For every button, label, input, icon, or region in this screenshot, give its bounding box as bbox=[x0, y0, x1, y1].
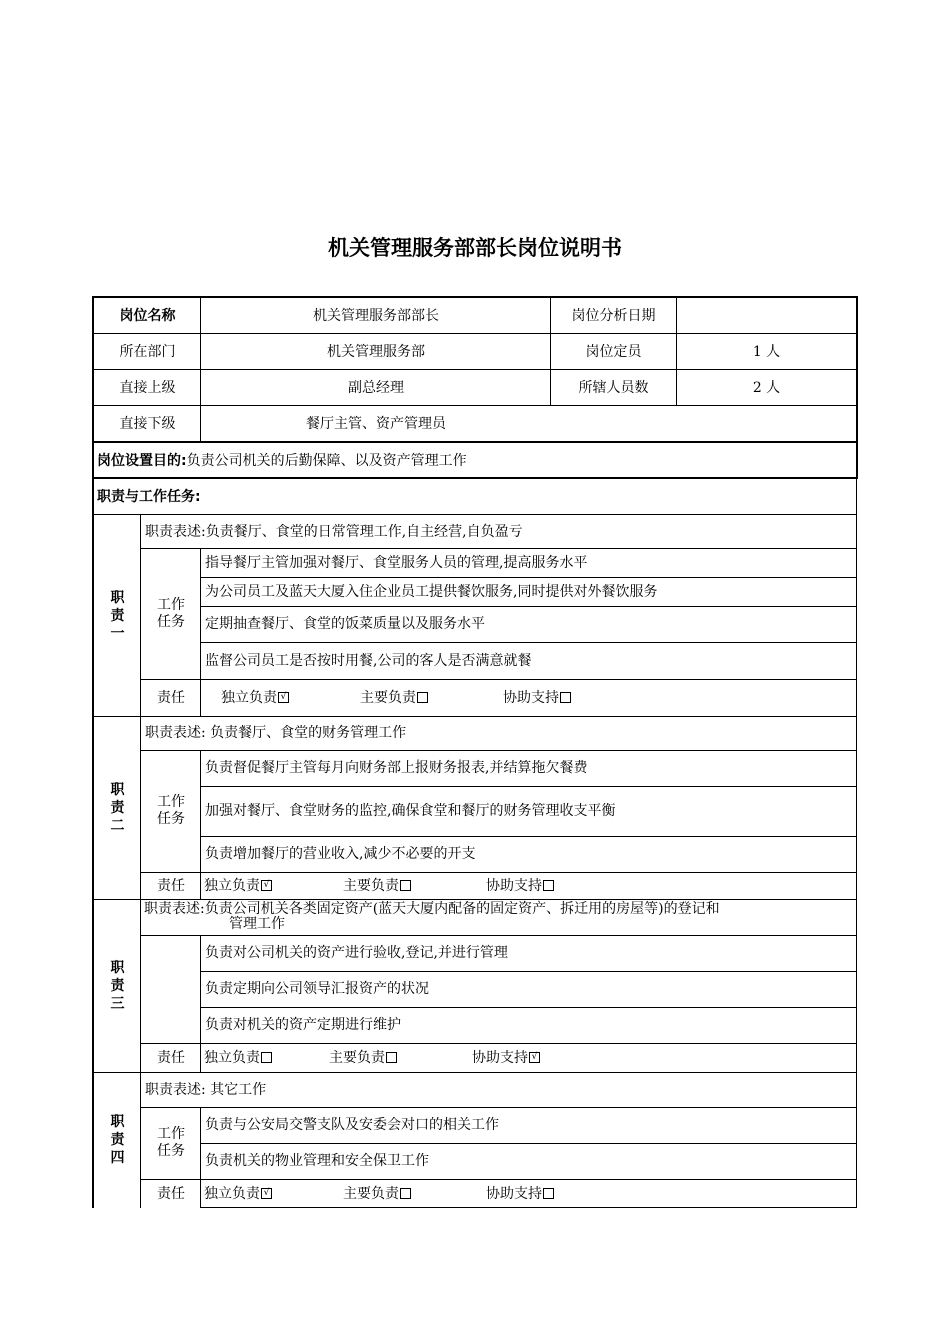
duty-1-name: 职 责 一 bbox=[110, 589, 125, 642]
purpose-text: 负责公司机关的后勤保障、以及资产管理工作 bbox=[186, 452, 467, 469]
duties-heading: 职责与工作任务: bbox=[97, 488, 201, 505]
value-subordinate-count: 2 人 bbox=[752, 380, 781, 396]
duty-4-task-1: 负责与公安局交警支队及安委会对口的相关工作 bbox=[205, 1117, 499, 1133]
checkbox-empty-icon[interactable] bbox=[261, 1052, 272, 1063]
checkbox-checked-icon[interactable]: √ bbox=[261, 880, 272, 891]
checkbox-empty-icon[interactable] bbox=[417, 692, 428, 703]
checkbox-empty-icon[interactable] bbox=[560, 692, 571, 703]
duty-3-task-1: 负责对公司机关的资产进行验收,登记,并进行管理 bbox=[205, 945, 508, 961]
label-department: 所在部门 bbox=[119, 344, 176, 360]
duty-1-resp bbox=[201, 679, 856, 716]
duty-4-task-label: 工作 任务 bbox=[157, 1126, 185, 1159]
duty-3-desc: 职责表述:负责公司机关各类固定资产(蓝天大厦内配备的固定资产、拆迁用的房屋等)的登记和 管理工作 bbox=[144, 901, 720, 932]
duty-4-resp bbox=[201, 1179, 856, 1208]
label-superior: 直接上级 bbox=[119, 380, 176, 396]
purpose-row bbox=[94, 443, 854, 478]
value-subordinates: 餐厅主管、资产管理员 bbox=[306, 416, 446, 432]
resp-option: 主要负责 bbox=[343, 1186, 411, 1202]
resp-option: 主要负责 bbox=[329, 1050, 397, 1066]
value-position-name: 机关管理服务部部长 bbox=[313, 308, 439, 324]
label-headcount: 岗位定员 bbox=[585, 344, 642, 360]
resp-option: 独立负责 √ bbox=[221, 690, 289, 706]
duty-1-resp-label: 责任 bbox=[157, 689, 185, 706]
resp-option: 主要负责 bbox=[360, 690, 428, 706]
resp-option: 协助支持 bbox=[486, 1186, 554, 1202]
resp-option: 协助支持 bbox=[486, 878, 554, 894]
duty-2-task-label: 工作 任务 bbox=[157, 794, 185, 827]
value-headcount: 1 人 bbox=[752, 344, 781, 360]
resp-option: 独立负责 √ bbox=[204, 878, 272, 894]
purpose-label: 岗位设置目的: bbox=[97, 452, 187, 469]
duty-2-resp-label: 责任 bbox=[157, 877, 185, 894]
page-title: 机关管理服务部部长岗位说明书 bbox=[328, 236, 622, 260]
duty-3-task-2: 负责定期向公司领导汇报资产的状况 bbox=[205, 981, 429, 997]
checkbox-empty-icon[interactable] bbox=[386, 1052, 397, 1063]
duty-4-desc: 职责表述: 其它工作 bbox=[145, 1081, 267, 1098]
duty-1-desc: 职责表述:负责餐厅、食堂的日常管理工作,自主经营,自负盈亏 bbox=[145, 523, 523, 540]
duty-4-resp-label: 责任 bbox=[157, 1185, 185, 1202]
duty-2-task-3: 负责增加餐厅的营业收入,减少不必要的开支 bbox=[205, 846, 476, 862]
duty-1-task-1: 指导餐厅主管加强对餐厅、食堂服务人员的管理,提高服务水平 bbox=[205, 554, 588, 571]
checkbox-empty-icon[interactable] bbox=[400, 1188, 411, 1199]
duty-1-task-label: 工作 任务 bbox=[157, 596, 185, 630]
duty-2-task-2: 加强对餐厅、食堂财务的监控,确保食堂和餐厅的财务管理收支平衡 bbox=[205, 803, 616, 819]
duty-2-resp bbox=[201, 872, 856, 899]
checkbox-checked-icon[interactable]: √ bbox=[261, 1188, 272, 1199]
label-subordinate-count: 所辖人员数 bbox=[578, 380, 649, 396]
duty-4-task-2: 负责机关的物业管理和安全保卫工作 bbox=[205, 1153, 429, 1169]
resp-option: 独立负责 bbox=[204, 1050, 272, 1066]
checkbox-checked-icon[interactable]: √ bbox=[278, 692, 289, 703]
duty-1-task-3: 定期抽查餐厅、食堂的饭菜质量以及服务水平 bbox=[205, 616, 485, 632]
duty-3-task-3: 负责对机关的资产定期进行维护 bbox=[205, 1017, 401, 1033]
duty-1-task-2: 为公司员工及蓝天大厦入住企业员工提供餐饮服务,同时提供对外餐饮服务 bbox=[205, 583, 658, 600]
duty-2-task-1: 负责督促餐厅主管每月向财务部上报财务报表,并结算拖欠餐费 bbox=[205, 760, 588, 776]
checkbox-empty-icon[interactable] bbox=[543, 880, 554, 891]
label-subordinates: 直接下级 bbox=[119, 416, 176, 432]
resp-option: 协助支持 bbox=[503, 690, 571, 706]
checkbox-empty-icon[interactable] bbox=[400, 880, 411, 891]
duty-3-name: 职 责 三 bbox=[110, 959, 125, 1012]
duty-2-name: 职 责 二 bbox=[110, 781, 125, 834]
duty-3-resp-label: 责任 bbox=[157, 1049, 185, 1066]
duty-3-resp bbox=[201, 1043, 856, 1072]
checkbox-checked-icon[interactable]: √ bbox=[529, 1052, 540, 1063]
value-department: 机关管理服务部 bbox=[327, 344, 425, 360]
resp-option: 协助支持 √ bbox=[472, 1050, 540, 1066]
duty-4-name: 职 责 四 bbox=[110, 1114, 125, 1166]
resp-option: 主要负责 bbox=[343, 878, 411, 894]
duty-2-desc: 职责表述: 负责餐厅、食堂的财务管理工作 bbox=[145, 725, 407, 741]
label-analysis-date: 岗位分析日期 bbox=[571, 308, 656, 324]
label-position-name: 岗位名称 bbox=[119, 308, 176, 324]
duty-3-task-label bbox=[141, 935, 201, 1043]
resp-option: 独立负责 √ bbox=[204, 1186, 272, 1202]
checkbox-empty-icon[interactable] bbox=[543, 1188, 554, 1199]
value-superior: 副总经理 bbox=[348, 380, 404, 396]
duty-1-task-4: 监督公司员工是否按时用餐,公司的客人是否满意就餐 bbox=[205, 652, 532, 669]
value-analysis-date bbox=[676, 298, 857, 334]
